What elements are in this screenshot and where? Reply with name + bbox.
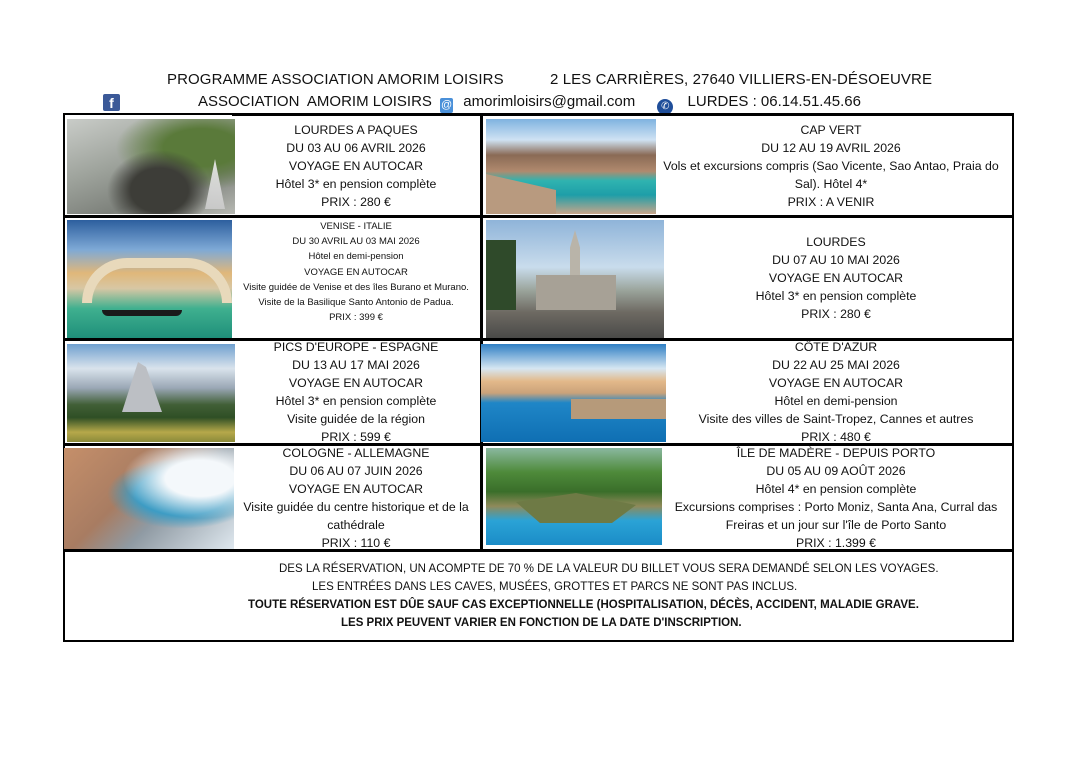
trip-price: PRIX : 480 € (801, 430, 871, 444)
facebook-icon[interactable]: f (103, 94, 120, 111)
madeira-coast-photo (486, 448, 662, 545)
trip-title: COLOGNE - ALLEMAGNE (282, 446, 430, 460)
trip-title: VENISE - ITALIE (320, 221, 392, 232)
cape-verde-bay-photo (486, 119, 656, 214)
terms-cancellation: TOUTE RÉSERVATION EST DÛE SAUF CAS EXCEPTIONNELLE (HOSPITALISATION, DÉCÈS, ACCIDENT, MALADIE GRAVE. (248, 599, 919, 611)
trip-dates: DU 22 AU 25 MAI 2026 (772, 358, 900, 372)
email-icon: @ (441, 99, 453, 111)
trip-detail: Hôtel en demi-pension (308, 251, 404, 263)
trip-card-cologne (234, 444, 478, 552)
trip-detail: Excursions comprises : Porto Moniz, Santa Ana, Curral das Freiras et un jour sur l'île de Porto Santo (674, 500, 998, 532)
trip-detail: VOYAGE EN AUTOCAR (768, 376, 904, 390)
trip-detail: Visite guidée de Venise et des îles Burano et Murano. Visite de la Basilique Santo Antonio de Padua. (243, 281, 469, 309)
trip-dates: DU 07 AU 10 MAI 2026 (772, 253, 900, 267)
trip-detail: Hôtel 3* en pension complète (275, 394, 437, 408)
phone-icon: ✆ (657, 99, 673, 115)
divider (63, 215, 1014, 218)
trip-dates: DU 30 AVRIL AU 03 MAI 2026 (292, 236, 420, 248)
trip-dates: DU 06 AU 07 JUIN 2026 (289, 464, 423, 478)
trip-price: PRIX : 1.399 € (796, 536, 876, 550)
trip-detail: VOYAGE EN AUTOCAR (768, 271, 904, 285)
trip-detail: VOYAGE EN AUTOCAR (288, 159, 424, 173)
trip-detail: VOYAGE EN AUTOCAR (288, 376, 424, 390)
trip-card-cote-azur (666, 338, 1006, 446)
trip-card-venise (236, 219, 476, 325)
trip-detail: Hôtel en demi-pension (774, 394, 898, 408)
trip-card-madere (662, 444, 1010, 552)
divider (232, 113, 1014, 116)
trip-card-cap-vert (656, 121, 1006, 211)
trip-card-lourdes-mai (666, 233, 1006, 323)
saint-tropez-photo (481, 344, 666, 442)
association-address: 2 LES CARRIÈRES, 27640 VILLIERS-EN-DÉSOEUVRE (550, 71, 933, 88)
phone-number[interactable]: LURDES : 06.14.51.45.66 (687, 93, 861, 110)
trip-price: PRIX : 280 € (801, 307, 871, 321)
trip-title: CÔTE D'AZUR (794, 340, 878, 354)
terms-deposit: DES LA RÉSERVATION, UN ACOMPTE DE 70 % DE LA VALEUR DU BILLET VOUS SERA DEMANDÉ SELON LES VOYAGES. (279, 563, 939, 575)
trip-dates: DU 03 AU 06 AVRIL 2026 (286, 141, 426, 155)
trip-detail: VOYAGE EN AUTOCAR (304, 266, 408, 278)
divider (480, 113, 483, 551)
venice-rialto-photo (67, 220, 232, 338)
trip-detail: Hôtel 4* en pension complète (755, 482, 917, 496)
trip-dates: DU 13 AU 17 MAI 2026 (292, 358, 420, 372)
trip-detail: Hôtel 3* en pension complète (275, 177, 437, 191)
trip-title: ÎLE DE MADÈRE - DEPUIS PORTO (736, 446, 936, 460)
trip-price: PRIX : A VENIR (787, 195, 875, 209)
trip-dates: DU 12 AU 19 AVRIL 2026 (761, 141, 901, 155)
trip-detail: Visite guidée de la région (287, 412, 425, 426)
trip-dates: DU 05 AU 09 AOÛT 2026 (766, 464, 906, 478)
coastal-city-aerial-photo (64, 448, 234, 549)
terms-entries: LES ENTRÉES DANS LES CAVES, MUSÉES, GROTTES ET PARCS NE SONT PAS INCLUS. (312, 581, 798, 593)
trip-title: CAP VERT (800, 123, 862, 137)
trip-title: LOURDES (806, 235, 866, 249)
trip-price: PRIX : 399 € (329, 312, 383, 324)
picos-de-europa-photo (67, 344, 235, 442)
trip-detail: Visite guidée du centre historique et de la cathédrale (243, 500, 469, 532)
trip-detail: VOYAGE EN AUTOCAR (288, 482, 424, 496)
trip-card-pics-europe (236, 338, 476, 446)
terms-prices: LES PRIX PEUVENT VARIER EN FONCTION DE LA DATE D'INSCRIPTION. (341, 617, 742, 629)
lourdes-basilica-photo (486, 220, 664, 338)
email-link[interactable]: amorimloisirs@gmail.com (463, 93, 636, 110)
trip-price: PRIX : 110 € (321, 536, 391, 550)
program-title: PROGRAMME ASSOCIATION AMORIM LOISIRS (167, 71, 504, 88)
trip-title: PICS D'EUROPE - ESPAGNE (273, 340, 439, 354)
trip-detail: Hôtel 3* en pension complète (755, 289, 917, 303)
trip-card-lourdes-paques (236, 121, 476, 211)
trip-price: PRIX : 280 € (321, 195, 391, 209)
contact-line (198, 93, 861, 115)
trip-price: PRIX : 599 € (321, 430, 391, 444)
trip-title: LOURDES A PAQUES (294, 123, 418, 137)
trip-detail: Visite des villes de Saint-Tropez, Cannes et autres (698, 412, 974, 426)
lourdes-grotto-photo (67, 119, 235, 214)
trip-detail: Vols et excursions compris (Sao Vicente, Sao Antao, Praia do Sal). Hôtel 4* (663, 159, 999, 191)
association-name: ASSOCIATION AMORIM LOISIRS (198, 93, 432, 110)
